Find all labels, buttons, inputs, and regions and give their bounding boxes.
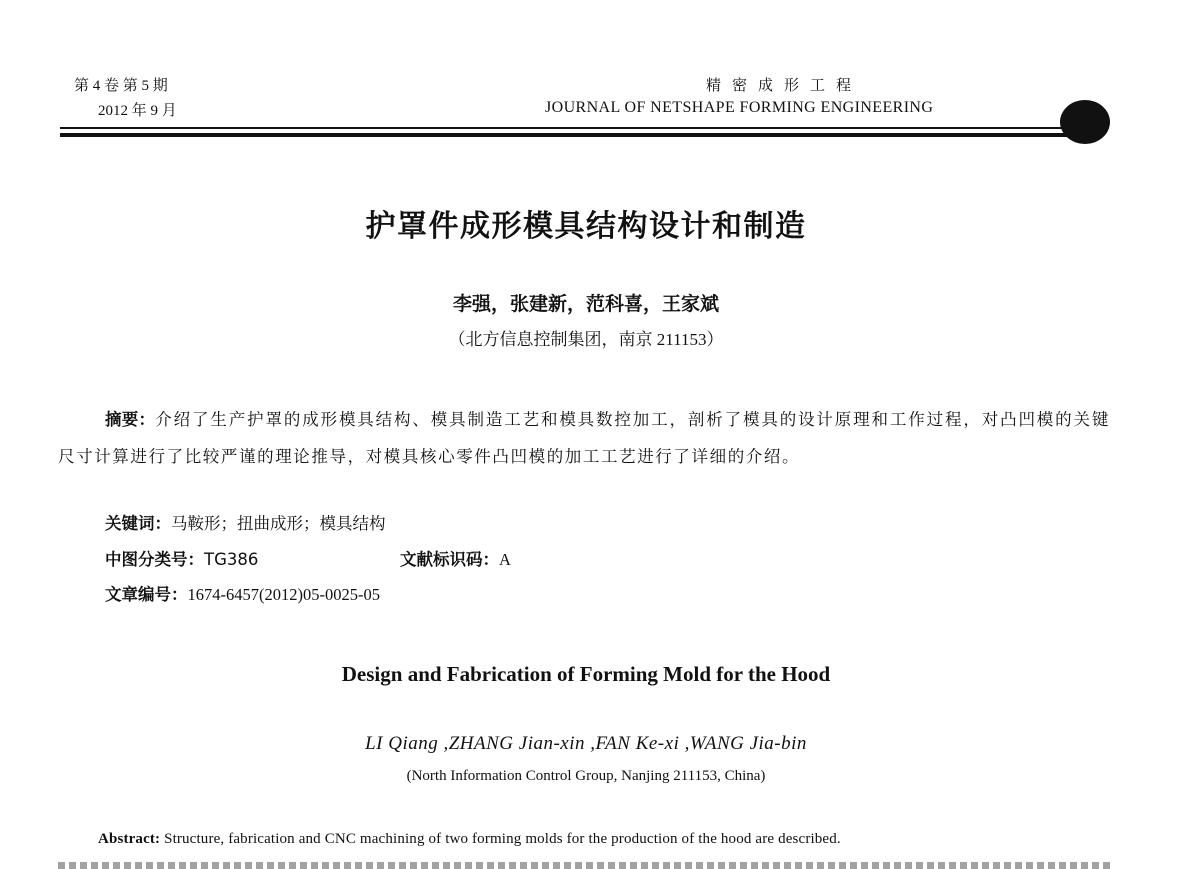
paper-title-en: Design and Fabrication of Forming Mold for the Hood (341, 662, 831, 686)
document-code-value: A (499, 550, 511, 569)
article-number-label: 文章编号： (105, 585, 188, 604)
paper-affiliation-en: (North Information Control Group, Nanjing 211153, China) (406, 768, 766, 784)
journal-name-cn: 精密成形工程 (706, 78, 863, 94)
page-corner-mark (1060, 100, 1110, 144)
abstract-cn (58, 401, 1110, 475)
journal-name-en: JOURNAL OF NETSHAPE FORMING ENGINEERING (545, 99, 934, 116)
keywords-line (105, 510, 386, 534)
clc-value: TG386 (204, 550, 259, 569)
header-rule-thin (60, 127, 1068, 129)
abstract-text-cn: 介绍了生产护罩的成形模具结构、模具制造工艺和模具数控加工，剖析了模具的设计原理和工作过程，对凸凹模的关键尺寸计算进行了比较严谨的理论推导，对模具核心零件凸凹模的加工工艺进行了详细的介绍。 (58, 410, 1110, 466)
journal-date: 2012 年 9 月 (98, 103, 177, 119)
paper-authors-cn: 李强，张建新，范科喜，王家斌 (452, 293, 719, 315)
paper-title-cn: 护罩件成形模具结构设计和制造 (365, 209, 807, 244)
paper-affiliation-cn: （北方信息控制集团，南京 211153） (448, 330, 724, 349)
abstract-en (98, 831, 841, 848)
article-number-value: 1674-6457(2012)05-0025-05 (187, 585, 380, 604)
clc-label: 中图分类号： (105, 550, 204, 569)
header-rule-thick (60, 133, 1068, 137)
paper-authors-en: LI Qiang ,ZHANG Jian-xin ,FAN Ke-xi ,WANG Jia-bin (365, 733, 807, 754)
document-code-line (400, 546, 511, 570)
clc-line (105, 546, 258, 570)
keywords-label: 关键词： (105, 514, 171, 533)
abstract-label-en: Abstract: (98, 831, 161, 847)
article-number-line (105, 581, 380, 605)
abstract-text-en: Structure, fabrication and CNC machining of two forming molds for the production of the hood are described. (164, 831, 841, 847)
truncated-text-line (58, 862, 1110, 869)
keywords-value: 马鞍形；扭曲成形；模具结构 (171, 514, 386, 533)
abstract-label-cn: 摘要： (105, 410, 156, 429)
document-code-label: 文献标识码： (400, 550, 499, 569)
journal-volume-issue: 第 4 卷 第 5 期 (74, 78, 168, 94)
